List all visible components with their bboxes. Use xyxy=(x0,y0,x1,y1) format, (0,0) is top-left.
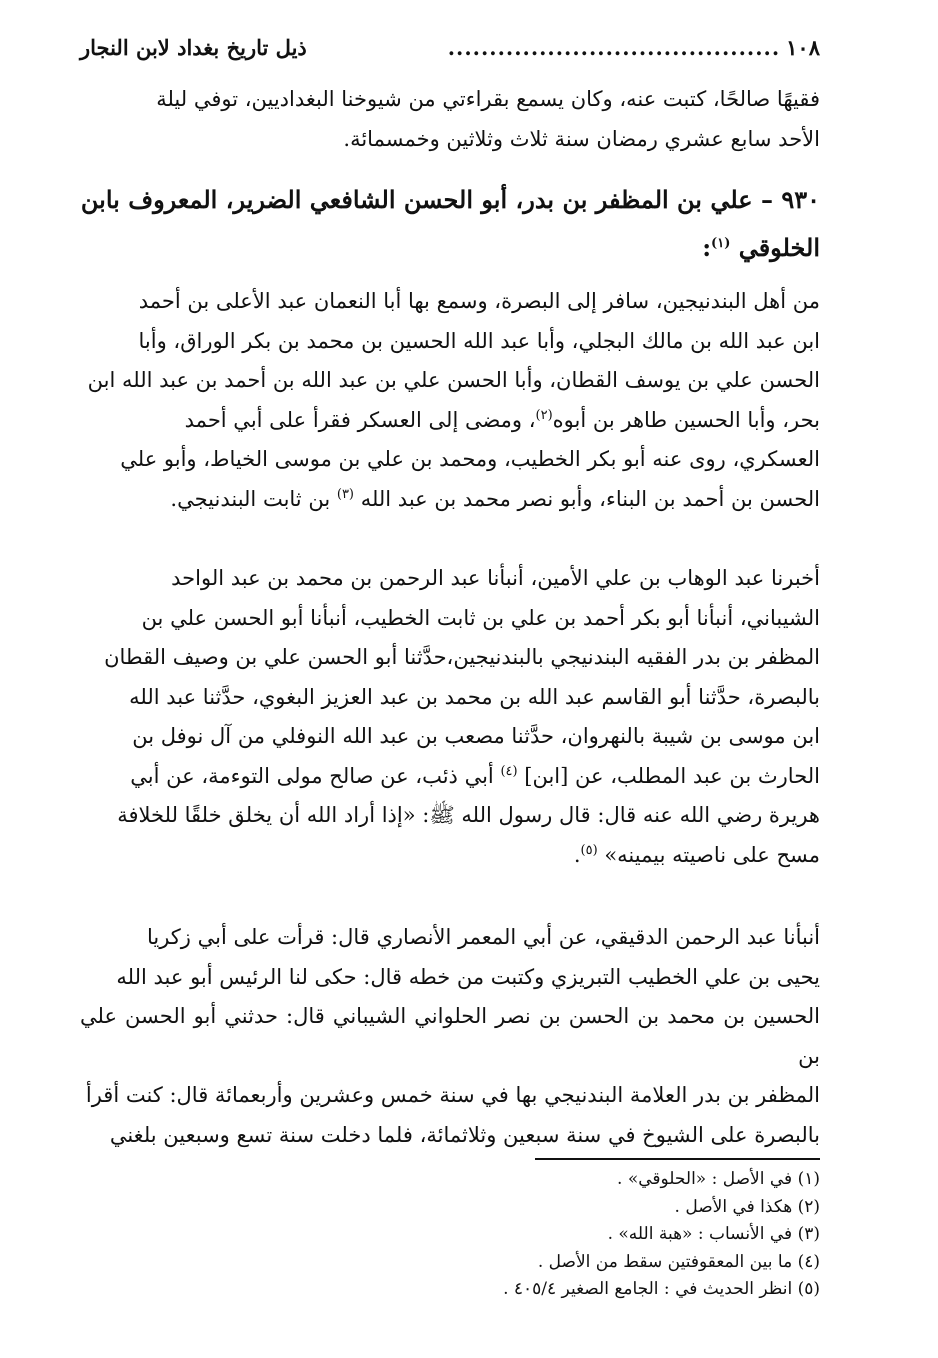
text-line: المظفر بن بدر العلامة البندنيجي بها في سنة خمس وعشرين وأربعمائة قال: كنت أقرأ xyxy=(85,1083,820,1107)
text-segment: . xyxy=(573,842,581,867)
text-segment: بن ثابت البندنيجي. xyxy=(170,486,331,511)
footnote: (١) في الأصل : «الحلوقي» . xyxy=(617,1169,820,1189)
footnote-divider xyxy=(535,1158,820,1160)
running-head-dots: ........................................ xyxy=(447,34,781,60)
entry-heading-line1: – علي بن المظفر بن بدر، أبو الحسن الشافعي الضرير، المعروف بابن xyxy=(80,185,773,214)
text-line: بالبصرة على الشيوخ في سنة سبعين وثلاثمائة، فلما دخلت سنة تسع وسبعين بلغني xyxy=(109,1122,820,1147)
text-line: الأحد سابع عشري رمضان سنة ثلاث وثلاثين وخمسمائة. xyxy=(343,126,820,151)
text-line: فقيهًا صالحًا، كتبت عنه، وكان يسمع بقراءتي من شيوخنا البغداديين، توفي ليلة xyxy=(156,87,820,111)
text-line xyxy=(80,836,820,876)
footnote-ref: (٣) xyxy=(336,486,354,502)
text-line xyxy=(80,757,820,797)
footnote: (٥) انظر الحديث في : الجامع الصغير ٤٠٥/٤ . xyxy=(503,1279,820,1299)
entry-heading-colon: : xyxy=(702,233,712,262)
text-segment: الحسن بن أحمد بن البناء، وأبو نصر محمد بن عبد الله xyxy=(360,486,820,511)
text-segment: ، ومضى إلى العسكر فقرأ على أبي أحمد xyxy=(184,407,536,432)
text-segment: الحارث بن عبد المطلب، عن [ابن] xyxy=(524,763,820,788)
text-line: يحيى بن علي الخطيب التبريزي وكتبت من خطه قال: حكى لنا الرئيس أبو عبد الله xyxy=(116,964,820,989)
entry-heading xyxy=(80,176,820,272)
page-number: ١٠٨ xyxy=(786,34,820,60)
footnote: (٢) هكذا في الأصل . xyxy=(674,1196,820,1217)
text-line: الحسين بن محمد بن الحسن بن نصر الحلواني الشيباني قال: حدثني أبو الحسن علي بن xyxy=(80,1004,820,1068)
footnote-ref: (٥) xyxy=(580,842,598,858)
entry-heading-line2: الخلوقي xyxy=(738,233,820,262)
footnote: (٣) في الأنساب : «هبة الله» . xyxy=(607,1224,820,1244)
footnote-ref: (٢) xyxy=(535,407,553,423)
running-head xyxy=(80,30,820,64)
text-line: أخبرنا عبد الوهاب بن علي الأمين، أنبأنا عبد الرحمن بن محمد بن عبد الواحد xyxy=(171,566,820,590)
text-line: الشيباني، أنبأنا أبو بكر أحمد بن علي بن ثابت الخطيب، أنبأنا أبو الحسن علي بن xyxy=(141,605,820,630)
footnote-ref: (١) xyxy=(711,236,731,251)
running-head-title: ذيل تاريخ بغداد لابن النجار xyxy=(80,34,307,60)
text-line: من أهل البندنيجين، سافر إلى البصرة، وسمع بها أبا النعمان عبد الأعلى بن أحمد xyxy=(138,289,820,313)
text-line: بالبصرة، حدَّثنا أبو القاسم عبد الله بن محمد بن عبد العزيز البغوي، حدَّثنا عبد الله xyxy=(129,684,820,709)
paragraph-hadith xyxy=(80,559,820,875)
paragraph-biography xyxy=(80,282,820,519)
text-line: هريرة رضي الله عنه قال: قال رسول الله ﷺ: «إذا أراد الله أن يخلق خلقًا للخلافة xyxy=(117,803,820,827)
text-segment: بحر، وأبا الحسين طاهر بن أبوه xyxy=(552,407,820,432)
entry-number: ٩٣٠ xyxy=(781,185,820,214)
footnote-ref: (٤) xyxy=(500,763,518,779)
text-line: المظفر بن بدر الفقيه البندنيجي بالبندنيجين،حدَّثنا أبو الحسن علي بن وصيف القطان xyxy=(104,645,820,669)
text-line: العسكري، روى عنه أبو بكر الخطيب، ومحمد بن علي بن موسى الخياط، وأبو علي xyxy=(120,447,820,471)
footnote: (٤) ما بين المعقوفتين سقط من الأصل . xyxy=(537,1251,820,1272)
paragraph-narration xyxy=(80,918,820,1155)
text-line xyxy=(80,401,820,441)
text-line: ابن عبد الله بن مالك البجلي، وأبا عبد الله الحسين بن محمد بن بكر الوراق، وأبا xyxy=(138,328,820,353)
text-line xyxy=(80,480,820,520)
intro-text xyxy=(80,80,820,159)
text-segment: أبي ذئب، عن صالح مولى التوءمة، عن أبي xyxy=(130,763,494,788)
footnotes xyxy=(300,1166,820,1304)
text-line: أنبأنا عبد الرحمن الدقيقي، عن أبي المعمر الأنصاري قال: قرأت على أبي زكريا xyxy=(146,925,820,949)
text-line: الحسن علي بن يوسف القطان، وأبا الحسن علي بن عبد الله بن أحمد بن عبد الله ابن xyxy=(87,368,820,392)
text-line: ابن موسى بن شيبة بالنهروان، حدَّثنا مصعب بن عبد الله النوفلي من آل نوفل بن xyxy=(132,724,820,748)
text-segment: مسح على ناصيته بيمينه» xyxy=(604,842,820,867)
